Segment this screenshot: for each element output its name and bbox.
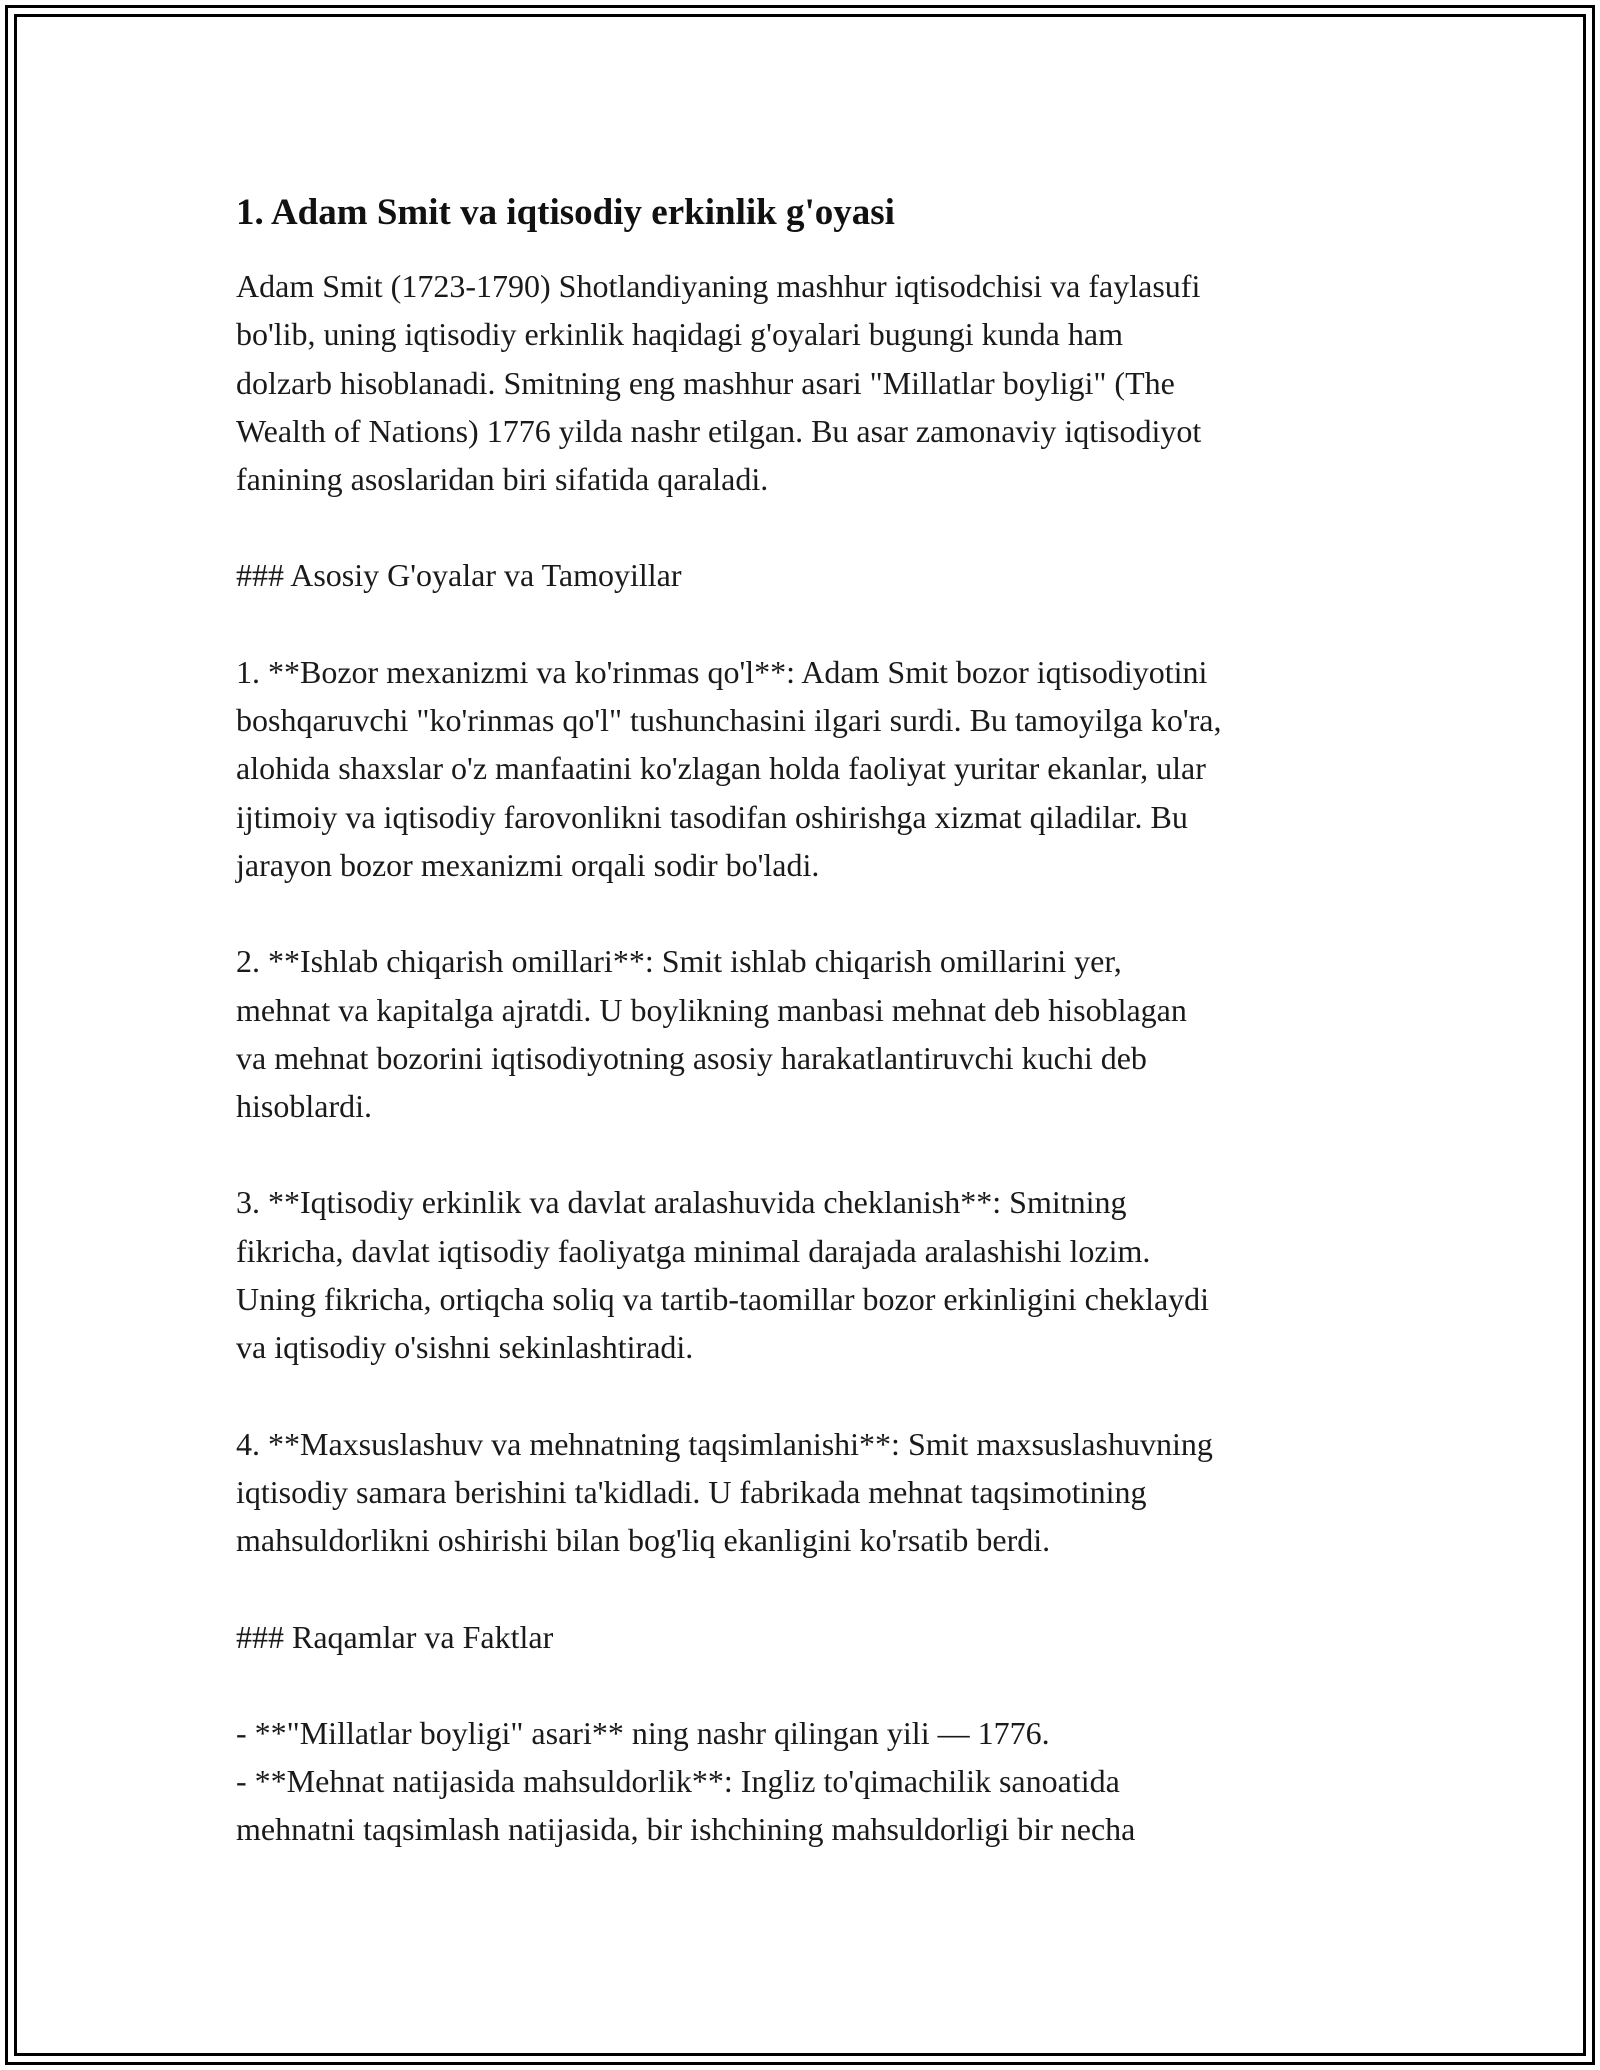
point-2-paragraph (236, 937, 1386, 1130)
point-2-line: mehnat va kapitalga ajratdi. U boylikning manbasi mehnat deb hisoblagan (236, 991, 1187, 1028)
fact-line: - **"Millatlar boyligi" asari** ning nashr qilingan yili — 1776. (236, 1714, 1050, 1751)
point-1-paragraph (236, 648, 1386, 889)
intro-line: dolzarb hisoblanadi. Smitning eng mashhur asari "Millatlar boyligi" (The (236, 364, 1175, 401)
section-heading-text: ### Raqamlar va Faktlar (236, 1618, 554, 1655)
section-heading-principles (236, 551, 1386, 599)
point-2-line: hisoblardi. (236, 1088, 372, 1125)
intro-line: bo'lib, uning iqtisodiy erkinlik haqidagi g'oyalari bugungi kunda ham (236, 316, 1123, 353)
point-1-line: boshqaruvchi "ko'rinmas qo'l" tushunchasini ilgari surdi. Bu tamoyilga ko'ra, (236, 702, 1222, 739)
point-1-line: jarayon bozor mexanizmi orqali sodir bo'ladi. (236, 846, 820, 883)
intro-line: Wealth of Nations) 1776 yilda nashr etilgan. Bu asar zamonaviy iqtisodiyot (236, 412, 1202, 449)
point-4-line: iqtisodiy samara berishini ta'kidladi. U fabrikada mehnat taqsimotining (236, 1473, 1147, 1510)
point-1-line: ijtimoiy va iqtisodiy farovonlikni tasodifan oshirishga xizmat qiladilar. Bu (236, 798, 1188, 835)
intro-line: fanining asoslaridan biri sifatida qaraladi. (236, 461, 769, 498)
fact-line: - **Mehnat natijasida mahsuldorlik**: Ingliz to'qimachilik sanoatida (236, 1763, 1120, 1800)
point-3-line: 3. **Iqtisodiy erkinlik va davlat aralashuvida cheklanish**: Smitning (236, 1184, 1127, 1221)
point-2-line: va mehnat bozorini iqtisodiyotning asosiy harakatlantiruvchi kuchi deb (236, 1039, 1147, 1076)
point-1-line: 1. **Bozor mexanizmi va ko'rinmas qo'l**: Adam Smit bozor iqtisodiyotini (236, 653, 1208, 690)
point-4-line: mahsuldorlikni oshirishi bilan bog'liq ekanligini ko'rsatib berdi. (236, 1522, 1051, 1559)
point-1-line: alohida shaxslar o'z manfaatini ko'zlagan holda faoliyat yuritar ekanlar, ular (236, 750, 1206, 787)
intro-paragraph (236, 262, 1386, 503)
facts-list (236, 1709, 1386, 1854)
document-title: 1. Adam Smit va iqtisodiy erkinlik g'oyasi (236, 192, 895, 233)
intro-line: Adam Smit (1723-1790) Shotlandiyaning mashhur iqtisodchisi va faylasufi (236, 268, 1201, 304)
point-2-line: 2. **Ishlab chiqarish omillari**: Smit ishlab chiqarish omillarini yer, (236, 943, 1122, 980)
point-3-line: fikricha, davlat iqtisodiy faoliyatga minimal darajada aralashishi lozim. (236, 1232, 1151, 1269)
point-3-paragraph (236, 1178, 1386, 1371)
fact-line: mehnatni taqsimlash natijasida, bir ishchining mahsuldorligi bir necha (236, 1811, 1136, 1848)
point-4-paragraph (236, 1420, 1386, 1565)
point-3-line: va iqtisodiy o'sishni sekinlashtiradi. (236, 1329, 694, 1366)
point-3-line: Uning fikricha, ortiqcha soliq va tartib-taomillar bozor erkinligini cheklaydi (236, 1281, 1210, 1318)
section-heading-text: ### Asosiy G'oyalar va Tamoyillar (236, 557, 682, 594)
point-4-line: 4. **Maxsuslashuv va mehnatning taqsimlanishi**: Smit maxsuslashuvning (236, 1425, 1213, 1462)
section-heading-facts (236, 1613, 1386, 1661)
document-body (236, 186, 1386, 1902)
